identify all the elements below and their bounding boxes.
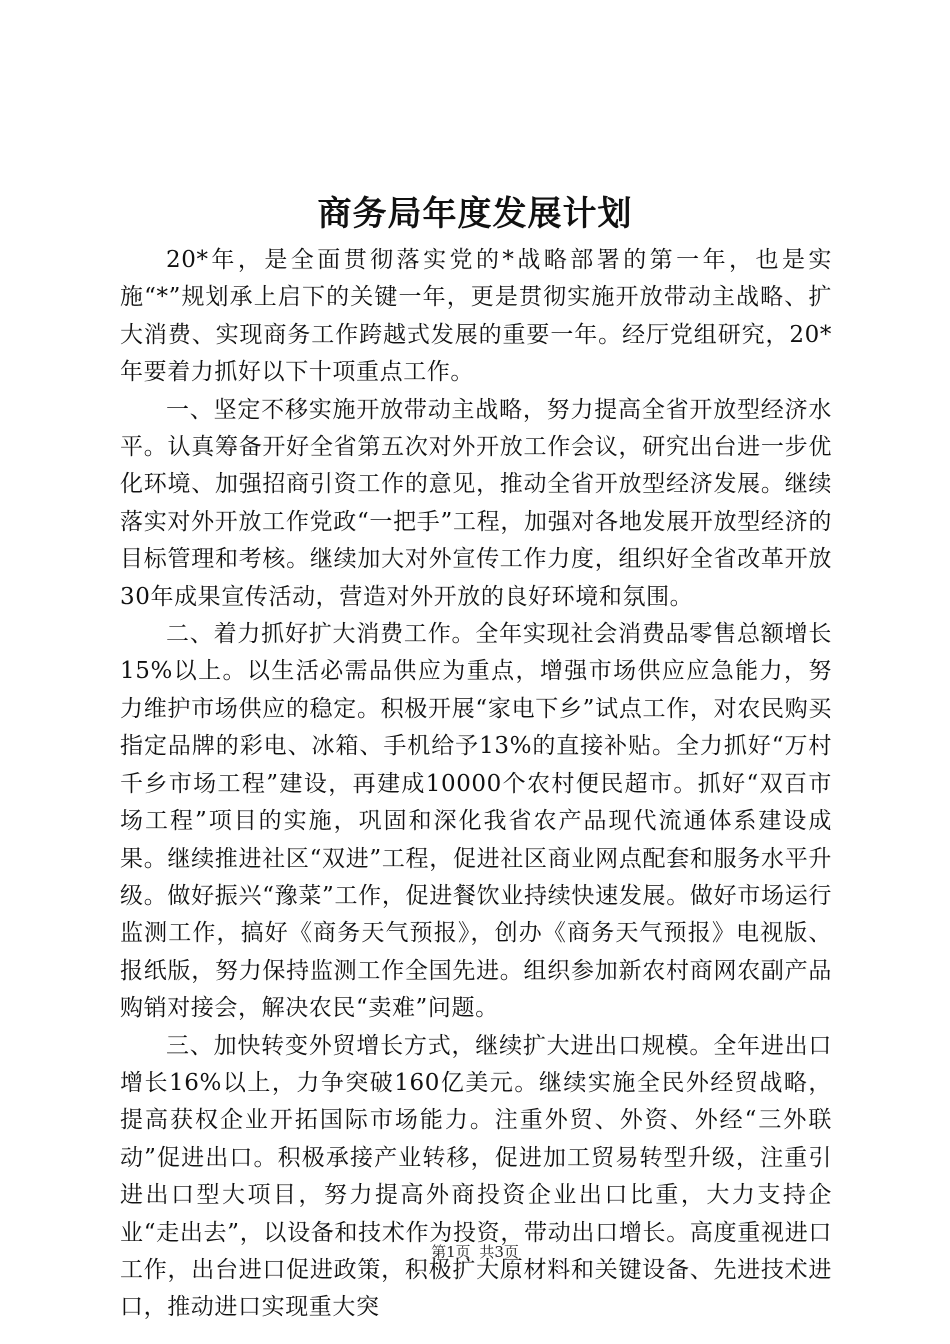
paragraph-section-3: 三、加快转变外贸增长方式，继续扩大进出口规模。全年进出口增长16%以上，力争突破160亿美元。继续实施全民外经贸战略，提高获权企业开拓国际市场能力。注重外贸、外资、外经“三外联动”促进出口。积极承接产业转移，促进加工贸易转型升级，注重引进出口型大项目，努力提高外商投资企业出口比重，大力支持企业“走出去”，以设备和技术作为投资，带动出口增长。高度重视进口工作，出台进口促进政策，积极扩大原材料和关键设备、先进技术进口，推动进口实现重大突 xyxy=(120,1032,832,1321)
page-number: 第1页 xyxy=(431,1243,471,1261)
document-body xyxy=(120,242,832,1327)
page-footer xyxy=(0,1241,950,1262)
paragraph-section-1: 一、坚定不移实施开放带动主战略，努力提高全省开放型经济水平。认真筹备开好全省第五次对外开放工作会议，研究出台进一步优化环境、加强招商引资工作的意见，推动全省开放型经济发展。继续落实对外开放工作党政“一把手”工程，加强对各地发展开放型经济的目标管理和考核。继续加大对外宣传工作力度，组织好全省改革开放30年成果宣传活动，营造对外开放的良好环境和氛围。 xyxy=(120,396,832,610)
paragraph-intro: 20*年，是全面贯彻落实党的*战略部署的第一年，也是实施“*”规划承上启下的关键一年，更是贯彻实施开放带动主战略、扩大消费、实现商务工作跨越式发展的重要一年。经厅党组研究，20*年要着力抓好以下十项重点工作。 xyxy=(120,247,832,386)
paragraph-section-2: 二、着力抓好扩大消费工作。全年实现社会消费品零售总额增长15%以上。以生活必需品供应为重点，增强市场供应应急能力，努力维护市场供应的稳定。积极开展“家电下乡”试点工作，对农民购买指定品牌的彩电、冰箱、手机给予13%的直接补贴。全力抓好“万村千乡市场工程”建设，再建成10000个农村便民超市。抓好“双百市场工程”项目的实施，巩固和深化我省农产品现代流通体系建设成果。继续推进社区“双进”工程，促进社区商业网点配套和服务水平升级。做好振兴“豫菜”工作，促进餐饮业持续快速发展。做好市场运行监测工作，搞好《商务天气预报》，创办《商务天气预报》电视版、报纸版，努力保持监测工作全国先进。组织参加新农村商网农副产品购销对接会，解决农民“卖难”问题。 xyxy=(120,621,832,1022)
document-title: 商务局年度发展计划 xyxy=(317,194,633,234)
page-total: 共3页 xyxy=(479,1243,519,1261)
